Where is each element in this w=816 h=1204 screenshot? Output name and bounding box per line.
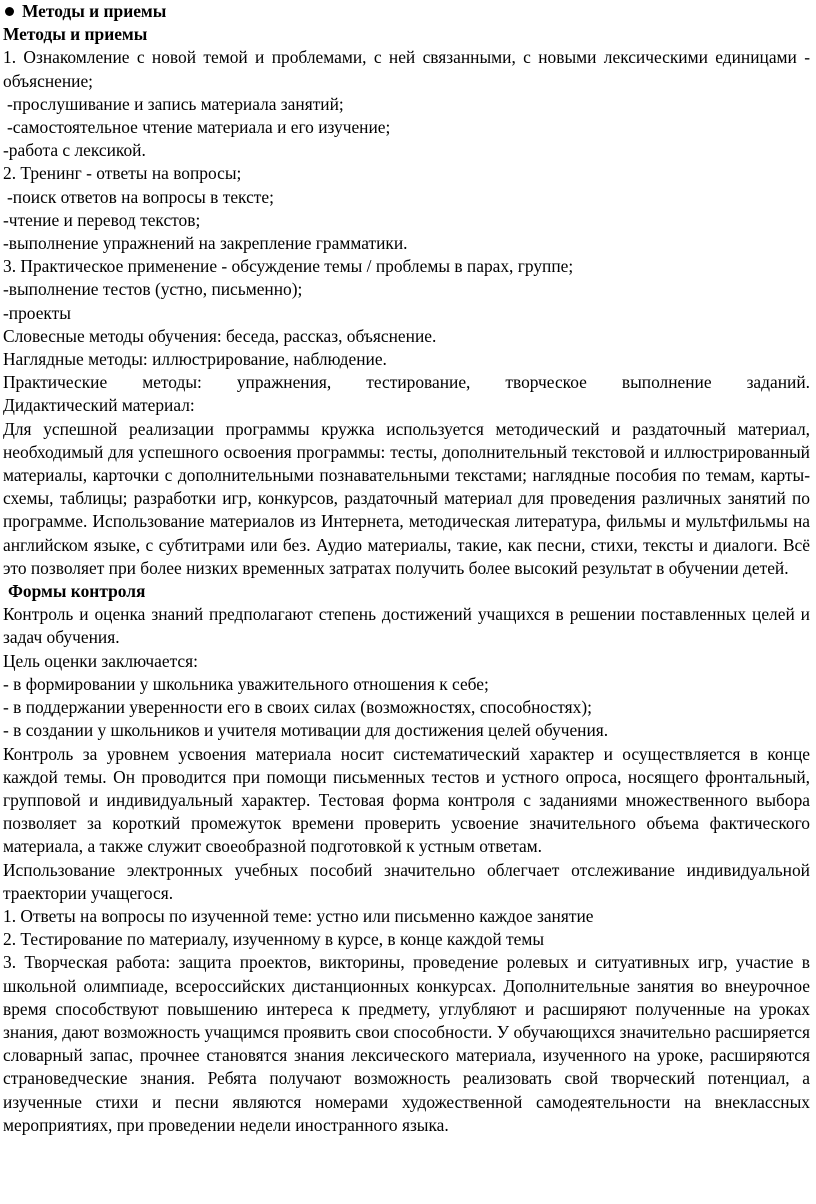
section-heading-control: Формы контроля <box>8 581 146 602</box>
visual-methods: Наглядные методы: иллюстрирование, наблюдение. <box>3 349 387 370</box>
stage-1-item: -прослушивание и запись материала занятий; <box>7 93 344 114</box>
stage-1-title: 1. Ознакомление с новой темой и проблемами, с ней связанными, с новыми лексическими единицами - объяснение; <box>3 47 810 91</box>
section-heading-methods: Методы и приемы <box>3 24 148 45</box>
goal-item: - в создании у школьников и учителя мотивации для достижения целей обучения. <box>3 720 609 741</box>
goal-item: - в формировании у школьника уважительного отношения к себе; <box>3 673 489 694</box>
control-intro: Контроль и оценка знаний предполагают степень достижений учащихся в решении поставленных целей и задач обучения. <box>3 604 810 648</box>
bulleted-heading <box>3 0 810 23</box>
stage-3-title: 3. Практическое применение - обсуждение темы / проблемы в парах, группе; <box>3 256 574 277</box>
control-list-item: 1. Ответы на вопросы по изученной теме: устно или письменно каждое занятие <box>3 905 594 926</box>
stage-2-item: -поиск ответов на вопросы в тексте; <box>7 186 274 207</box>
control-paragraph-1: Контроль за уровнем усвоения материала носит систематический характер и осуществляется в конце каждой темы. Он проводится при помощи письменных тестов и устного опроса, носящего фронтальный, групповой и индивидуальный характер. Тестовая форма контроля с заданиями множественного выбора позволяет за короткий промежуток времени проверить усвоение значительного объема фактического материала, а также служит своеобразной подготовкой к устным ответам. <box>3 743 810 857</box>
control-list-item: 2. Тестирование по материалу, изученному в курсе, в конце каждой темы <box>3 929 545 950</box>
stage-1-item: -работа с лексикой. <box>3 140 146 161</box>
didactic-paragraph: Для успешной реализации программы кружка используется методический и раздаточный материал, необходимый для успешного освоения программы: тесты, дополнительный текстовой и иллюстрированный материалы, карточки с дополнительными познавательными текстами; наглядные пособия по темам, карты-схемы, таблицы; разработки игр, конкурсов, раздаточный материал для проведения различных занятий по программе. Использование материалов из Интернета, методическая литература, фильмы и мультфильмы на английском языке, с субтитрами или без. Аудио материалы, такие, как песни, стихи, тексты и диалоги. Всё это позволяет при более низких временных затратах получить более высокий результат в обучении детей. <box>3 418 810 578</box>
stage-3-item: -проекты <box>3 302 71 323</box>
verbal-methods: Словесные методы обучения: беседа, рассказ, объяснение. <box>3 325 437 346</box>
stage-3-item: -выполнение тестов (устно, письменно); <box>3 279 303 300</box>
goal-label: Цель оценки заключается: <box>3 650 198 671</box>
control-paragraph-2: Использование электронных учебных пособий значительно облегчает отслеживание индивидуальной траектории учащегося. <box>3 859 810 903</box>
bulleted-heading-text: Методы и приемы <box>22 1 167 21</box>
stage-2-item: -чтение и перевод текстов; <box>3 209 201 230</box>
bullet-dot-icon <box>5 7 14 16</box>
stage-2-title: 2. Тренинг - ответы на вопросы; <box>3 163 242 184</box>
practical-methods: Практические методы: упражнения, тестирование, творческое выполнение заданий. <box>3 372 810 393</box>
didactic-label: Дидактический материал: <box>3 395 195 416</box>
stage-2-item: -выполнение упражнений на закрепление грамматики. <box>3 233 408 254</box>
goal-item: - в поддержании уверенности его в своих силах (возможностях, способностях); <box>3 697 592 718</box>
control-list-item-3: 3. Творческая работа: защита проектов, викторины, проведение ролевых и ситуативных игр, участие в школьной олимпиаде, всероссийских дистанционных конкурсах. Дополнительные занятия во внеурочное время способствуют повышению интереса к предмету, углубляют и расширяют полученные на уроках знания, дают возможность учащимся проявить свои способности. У обучающихся значительно расширяется словарный запас, прочнее становятся знания лексического материала, изученного на уроке, расширяются страноведческие знания. Ребята получают возможность реализовать свой творческий потенциал, а изученные стихи и песни являются номерами художественной самодеятельности на внеклассных мероприятиях, при проведении недели иностранного языка. <box>3 952 810 1135</box>
stage-1-item: -самостоятельное чтение материала и его изучение; <box>7 117 391 138</box>
